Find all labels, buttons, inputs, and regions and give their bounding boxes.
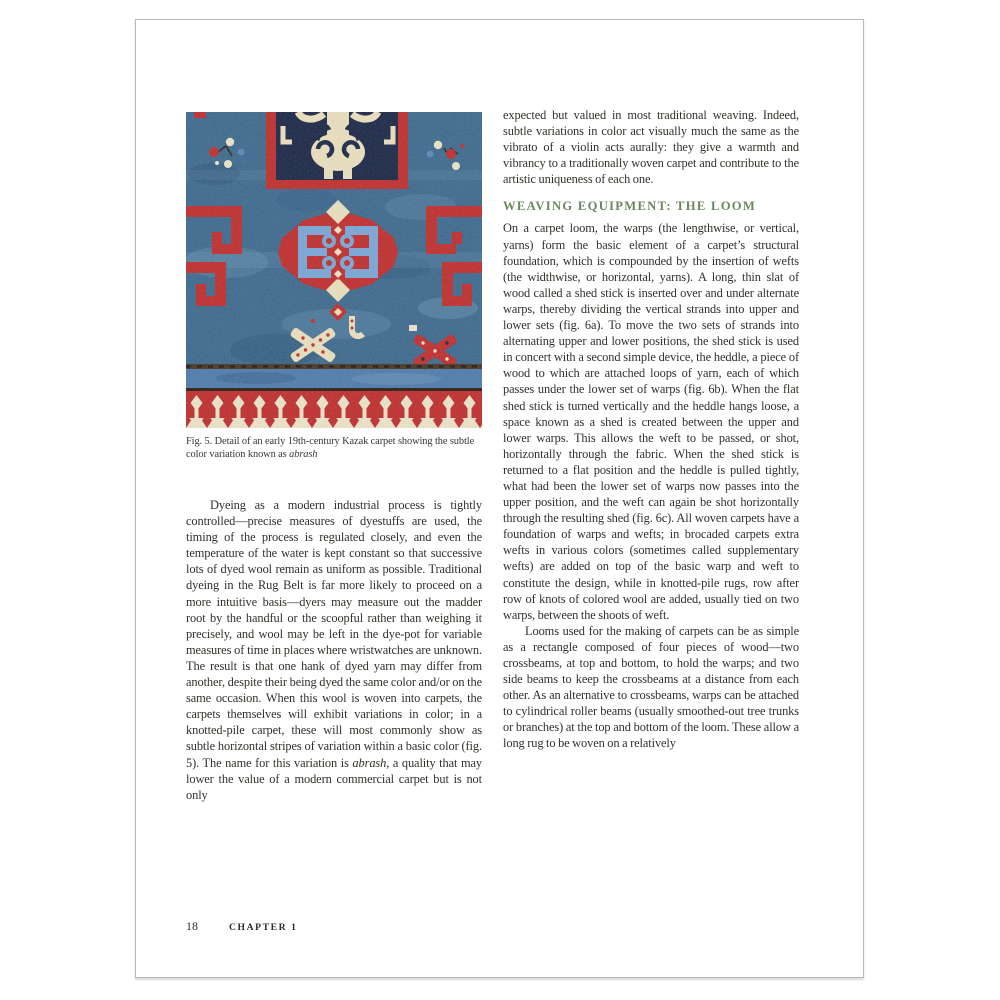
paragraph-looms: Looms used for the making of carpets can be as simple as a rectangle composed of four pieces of wood—two crossbeams, at top and bottom, to hold the warps; and two side beams to keep the crossbeams at a distance from each other. As an alternative to crossbeams, warps can be attached to cylindrical roller beams (usually smoothed-out tree trunks or branches) at the top and bottom of the loom. These allow a long rug to be woven on a relatively	[503, 623, 799, 751]
paragraph-continued: expected but valued in most traditional weaving. Indeed, subtle variations in color act visually much the same as the vibrato of a violin acts aurally: they give a warmth and vibrancy to a traditionally woven carpet and contribute to the artistic uniqueness of each one.	[503, 108, 799, 187]
carpet-figure	[186, 112, 482, 428]
section-heading-loom: WEAVING EQUIPMENT: THE LOOM	[503, 199, 757, 214]
chapter-label: CHAPTER 1	[229, 922, 298, 933]
page-number: 18	[186, 919, 198, 933]
kazak-carpet-image	[186, 112, 482, 428]
left-column-text	[186, 497, 482, 803]
paragraph-loom: On a carpet loom, the warps (the lengthwise, or vertical, yarns) form the basic element of a carpet’s structural foundation, which is compounded by the insertion of wefts (the widthwise, or horizontal, yarns). A long, thin slat of wood called a shed stick is inserted over and under alternate warps, thereby dividing the vertical strands into upper and lower sets (fig. 6a). To move the two sets of strands into alternating upper and lower positions, the shed stick is used in concert with a second simple device, the heddle, a piece of wood to which are attached loops of yarn, each of which passes under the lower set of warps (fig. 6b). When the flat shed stick is turned vertically and the heddle hangs loose, a space known as a shed is created between the upper and lower warps. This allows the weft to be passed, or shot, horizontally through the fabric. When the shed stick is returned to a flat position and the heddle is pulled tightly, what had been the lower set of warps now passes into the upper position, and the weft can again be shot horizontally through the resulting shed (fig. 6c). All woven carpets have a foundation of warps and wefts; in brocaded carpets extra wefts in various colors (sometimes called supplementary wefts) are added on top of the basic warp and weft to constitute the design, while in knotted-pile rugs, row after row of knots of colored wool are added, usually tied on two warps, between the shoots of weft.	[503, 221, 799, 622]
left-column	[186, 112, 482, 461]
right-column	[503, 107, 799, 752]
paragraph-dyeing: Dyeing as a modern industrial process is tightly controlled—precise measures of dyestuffs are used, the timing of the process is regulated closely, and even the temperature of the water is kept constant so that successive lots of dyed wool remain as uniform as possible. Traditional dyeing in the Rug Belt is far more likely to proceed on a more intuitive basis—dyers may measure out the madder root by the handful or the scoopful rather than weighing it precisely, and wool may be left in the dye-pot for variable measures of time in places where wristwatches are unknown. The result is that one hank of dyed yarn may differ from another, despite their being dyed the same color and/or on the same occasion. When this wool is woven into carpets, the carpets themselves will exhibit variations in color; in a knotted-pile carpet, these will most commonly show as subtle horizontal stripes of variation within a basic color (fig. 5). The name for this variation is abrash, a quality that may lower the value of a modern commercial carpet but is not only	[186, 498, 483, 802]
figure-caption: Fig. 5. Detail of an early 19th-century Kazak carpet showing the subtle color variation known as abrash	[186, 436, 475, 461]
